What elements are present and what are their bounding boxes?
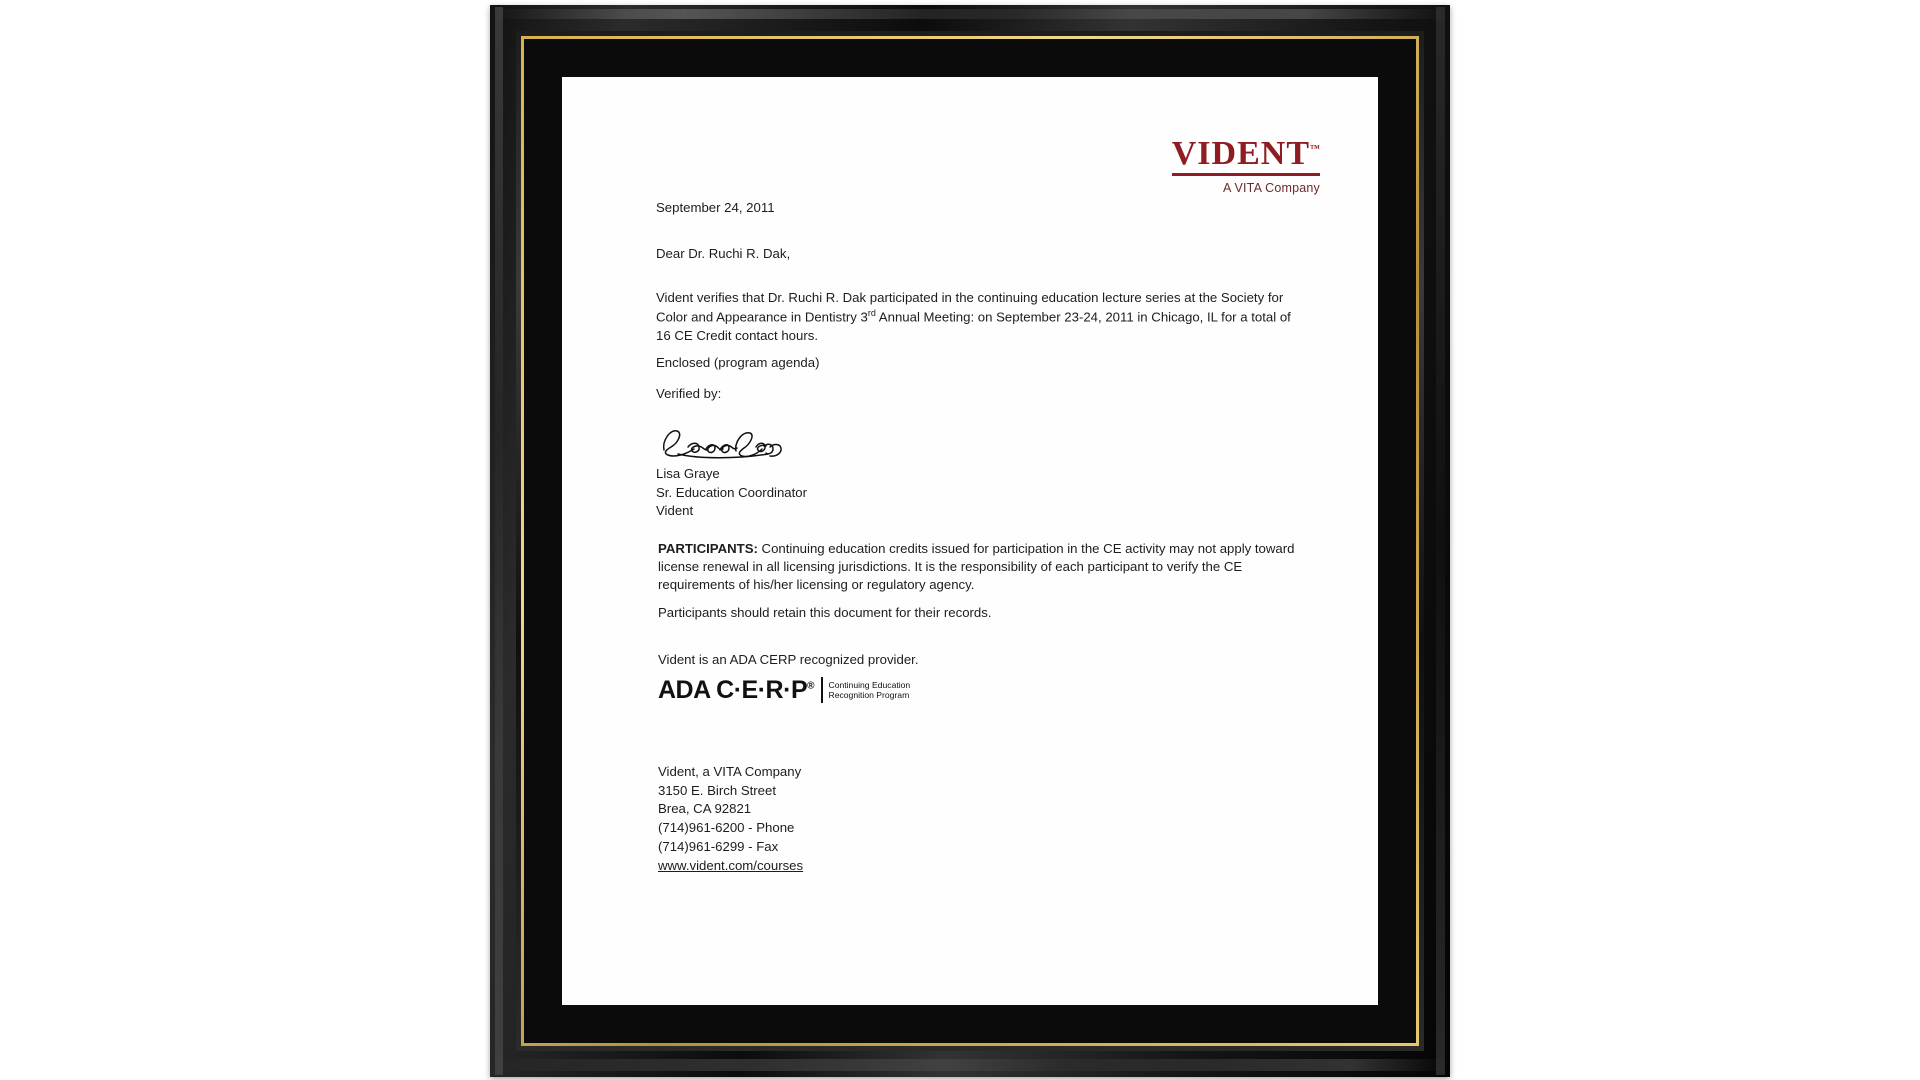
letter-date: September 24, 2011 xyxy=(656,200,775,215)
ada-cerp-subtext-line1: Continuing Education xyxy=(828,679,911,690)
footer-company: Vident, a VITA Company xyxy=(658,764,802,779)
footer-fax: (714)961-6299 - Fax xyxy=(658,838,779,854)
ada-cerp-logo xyxy=(658,677,910,703)
signature-image xyxy=(658,423,788,463)
body-part-1: Vident verifies that Dr. Ruchi R. Dak participated in the continuing education lecture series at the Society for Color and Appearance in Dentistry 3 xyxy=(656,290,1284,325)
frame-highlight-bottom xyxy=(492,1059,1448,1071)
footer-address-block xyxy=(658,763,803,875)
ada-cerp-mark-text: ADA C·E·R·P xyxy=(658,675,808,704)
letter-salutation: Dear Dr. Ruchi R. Dak, xyxy=(656,246,791,261)
participants-notice xyxy=(658,540,1318,595)
retain-notice: Participants should retain this document for their records. xyxy=(658,605,992,620)
ada-logo-divider xyxy=(821,677,823,703)
footer-street: 3150 E. Birch Street xyxy=(658,782,777,798)
frame-gold-fillet xyxy=(521,36,1419,1046)
footer-city-state-zip: Brea, CA 92821 xyxy=(658,801,752,817)
frame-inner-liner xyxy=(524,39,1416,1043)
signer-company: Vident xyxy=(656,503,694,519)
picture-frame xyxy=(490,5,1450,1077)
verified-by-label: Verified by: xyxy=(656,386,722,401)
footer-website-link[interactable]: www.vident.com/courses xyxy=(658,857,804,873)
frame-bevel xyxy=(516,31,1424,1051)
registered-symbol: ® xyxy=(807,680,814,692)
ada-cerp-mark xyxy=(658,675,814,704)
participants-text: Continuing education credits issued for participation in the CE activity may not apply toward license renewal in all licensing jurisdictions. It is the responsibility of each participant to verify the CE requirements of his/her licensing or regulatory agency. xyxy=(658,541,1295,593)
letter-content xyxy=(562,77,1378,1005)
frame-highlight-left xyxy=(495,7,503,1075)
participants-heading: PARTICIPANTS: xyxy=(658,541,758,556)
vident-wordmark-text: VIDENT xyxy=(1171,135,1310,172)
cerp-statement: Vident is an ADA CERP recognized provider. xyxy=(658,652,919,667)
signer-block xyxy=(656,465,807,521)
logo-underline-rule xyxy=(1172,173,1320,176)
letter-body-paragraph xyxy=(656,289,1296,345)
trademark-symbol: ™ xyxy=(1310,143,1320,155)
footer-phone: (714)961-6200 - Phone xyxy=(658,820,795,836)
enclosed-note: Enclosed (program agenda) xyxy=(656,355,820,370)
signer-title: Sr. Education Coordinator xyxy=(656,484,808,500)
body-part-2: Annual Meeting: on September 23-24, 2011 in Chicago, IL for a total of 16 CE Credit contact hours. xyxy=(656,309,1291,343)
letter-document xyxy=(562,77,1378,1005)
vident-wordmark xyxy=(1172,137,1320,171)
frame-highlight-top xyxy=(492,9,1448,19)
frame-highlight-right xyxy=(1436,7,1445,1075)
signer-name: Lisa Graye xyxy=(656,466,720,481)
logo-tagline: A VITA Company xyxy=(1222,180,1320,195)
ada-cerp-subtext xyxy=(829,680,911,701)
ordinal-superscript: rd xyxy=(867,308,876,319)
vident-logo xyxy=(1172,137,1320,196)
ada-cerp-subtext-line2: Recognition Program xyxy=(828,690,910,700)
